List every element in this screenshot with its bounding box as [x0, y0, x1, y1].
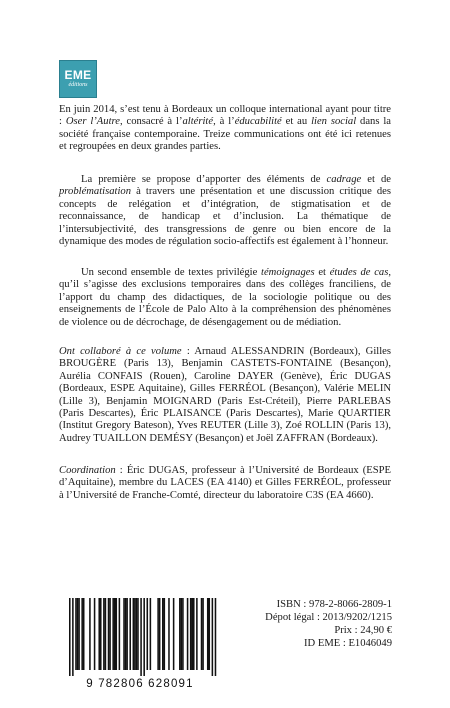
barcode-bar [94, 598, 96, 670]
barcode-bar [125, 598, 127, 670]
italic-run-7: lien social [311, 116, 357, 128]
text-run-0: En juin 2014, s’est tenu à Bordeaux un colloque international ayant pour titre : [59, 104, 391, 128]
barcode-bar [133, 598, 135, 670]
barcode-bar [191, 598, 193, 670]
barcode-bar [212, 598, 214, 676]
intro-paragraph [59, 104, 391, 154]
text-run-2: et de [361, 174, 391, 185]
barcode-bar [209, 598, 211, 670]
barcode-bar [114, 598, 116, 670]
barcode-bar [164, 598, 166, 670]
id-eme-text: ID EME : E1046049 [304, 638, 392, 649]
logo-sub-text: éditions [68, 82, 88, 88]
book-info [222, 598, 392, 650]
barcode-bar [72, 598, 74, 676]
barcode-bar [173, 598, 175, 670]
barcode-bar [126, 598, 128, 670]
barcode-bar [159, 598, 161, 670]
isbn-barcode [59, 596, 221, 691]
barcode-bar [69, 598, 71, 676]
text-run-4: , qu’il s’agisse des exclusions temporaires dans des collèges franciliens, de l’apport du champ des didactiques, de la sociologie politique ou des enseignements de l’École de Palo Alto à la compréhension des phénomènes de violence ou de décrochage, de désengagement ou de médiation. [59, 267, 391, 328]
barcode-bar [89, 598, 91, 670]
text-run-4: à travers une présentation et une discussion critique des concepts de relégation et d’intégration, de stigmatisation et de reconnaissance, de handicap et d’inclusion. La thématique de l’intersubjectivité, des transgressions de genre ou bien encore de la dynamique des modes de régulation socio-affectifs est également à l’honneur. [59, 186, 391, 248]
text-run-1: : Arnaud ALESSANDRIN (Bordeaux), Gilles BROUGÈRE (Paris 13), Benjamin CASTETS-FONTAINE (Besançon), Aurélia CONFAIS (Rouen), Caroline DAYER (Genève), Éric DUGAS (Bordeaux, ESPE Aquitaine), Gilles FERRÉOL (Besançon), Valérie MELIN (Lille 3), Benjamin MOIGNARD (Paris Est-Créteil), Pierre PARLEBAS (Paris Descartes), Éric PLAISANCE (Paris Descartes), Marie QUARTIER (Institut Gregory Bateson), Yves REUTER (Lille 3), Zoé ROLLIN (Paris 13), Audrey TUAILLON DEMÉSY (Besançon) et Joël ZAFFRAN (Bordeaux). [59, 346, 391, 444]
barcode-bar [182, 598, 184, 670]
barcode-bar [190, 598, 192, 670]
text-run-6: et au [281, 116, 312, 128]
barcode-bar [129, 598, 131, 670]
barcode-bar [77, 598, 79, 670]
barcode-bar [81, 598, 83, 670]
barcode-bar [136, 598, 138, 670]
barcode-bar [98, 598, 100, 670]
italic-run-0: Coordination [59, 465, 116, 476]
italic-run-5: éducabilité [234, 116, 282, 128]
barcode-bar [193, 598, 195, 670]
contributors-paragraph [59, 346, 391, 445]
barcode-bar [103, 598, 105, 670]
barcode-bars [59, 596, 221, 678]
italic-run-1: Oser l’Autre [65, 116, 120, 128]
text-run-0: La première se propose d’apporter des éléments de [81, 174, 327, 185]
barcode-bar [83, 598, 85, 670]
barcode-bar [137, 598, 139, 670]
barcode-bar [105, 598, 107, 670]
text-run-2: , consacré à l’ [119, 116, 183, 128]
text-run-8: dans la société française contemporaine. Treize communications ont été ici retenues et regroupées en deux grandes parties. [59, 116, 391, 153]
barcode-bar [196, 598, 198, 670]
barcode-bar [181, 598, 183, 670]
barcode-bar [134, 598, 136, 670]
isbn-text: ISBN : 978-2-8066-2809-1 [276, 599, 392, 610]
barcode-bar [140, 598, 142, 676]
italic-run-3: études de cas [329, 267, 389, 278]
barcode-bar [108, 598, 110, 670]
depot-legal-text: Dépot légal : 2013/9202/1215 [265, 612, 392, 623]
italic-run-1: témoignages [261, 267, 315, 278]
part-one-paragraph [59, 174, 391, 248]
italic-run-3: problématisation [59, 186, 131, 198]
part-two-paragraph [59, 267, 391, 329]
barcode-bar [112, 598, 114, 670]
italic-run-3: altérité [182, 116, 214, 128]
barcode-bar [162, 598, 164, 670]
barcode-bar [202, 598, 204, 670]
barcode-bar [201, 598, 203, 670]
barcode-bar [100, 598, 102, 670]
barcode-bar [187, 598, 189, 670]
text-run-4: , à l’ [213, 116, 235, 128]
barcode-bar [123, 598, 125, 670]
barcode-bar [207, 598, 209, 670]
italic-run-1: cadrage [326, 174, 362, 185]
barcode-bar [109, 598, 111, 670]
barcode-bar [150, 598, 152, 670]
barcode-bar [75, 598, 77, 670]
logo-main-text: EME [64, 68, 92, 82]
barcode-bar [157, 598, 159, 670]
barcode-bar [179, 598, 181, 670]
barcode-bar [116, 598, 118, 670]
barcode-digits: 9 782806 628091 [86, 678, 194, 690]
text-run-1: : Éric DUGAS, professeur à l’Université de Bordeaux (ESPE d’Aquitaine), membre du LACES (EA 4140) et Gilles FERRÉOL, professeur à l’Université de Franche-Comté, directeur du laboratoire C3S (EA 4660). [59, 465, 391, 501]
italic-run-0: Ont collaboré à ce volume [59, 346, 182, 357]
price-text: Prix : 24,90 € [334, 625, 392, 636]
text-run-2: et [314, 267, 330, 278]
barcode-bar [168, 598, 170, 670]
barcode-bar [147, 598, 149, 670]
coordination-paragraph [59, 465, 391, 502]
barcode-bar [215, 598, 217, 676]
publisher-logo [59, 60, 97, 98]
barcode-bar [119, 598, 121, 670]
text-run-0: Un second ensemble de textes privilégie [81, 267, 262, 278]
barcode-bar [143, 598, 145, 676]
barcode-bar [78, 598, 80, 670]
